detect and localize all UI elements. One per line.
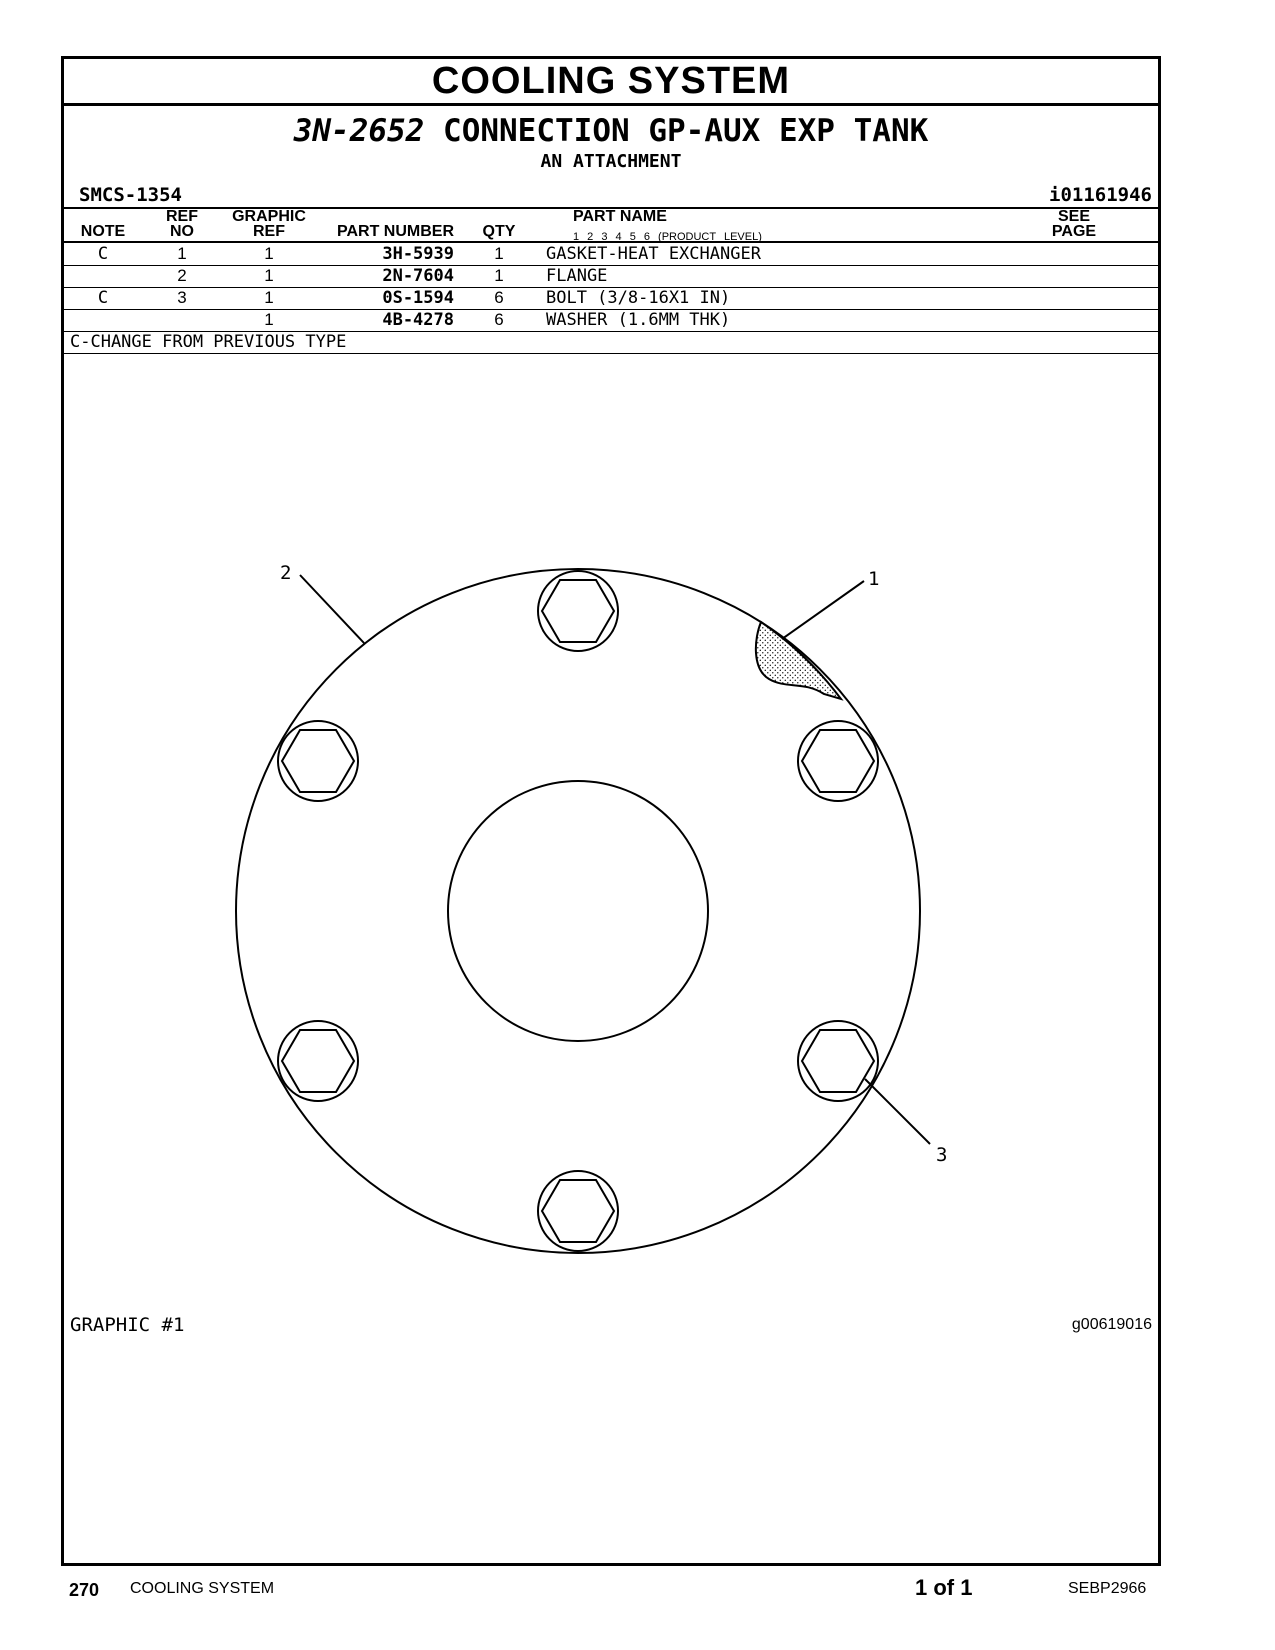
- row1-ref-no: 1: [177, 244, 187, 263]
- row4-part-name: WASHER (1.6MM THK): [546, 310, 731, 330]
- col-header-qty: QTY: [482, 223, 516, 240]
- col-header-graphic-ref-line1: GRAPHIC: [232, 208, 306, 225]
- col-header-note: NOTE: [80, 223, 126, 240]
- row3-qty: 6: [494, 288, 504, 307]
- row2-part-number: 2N-7604: [382, 266, 454, 286]
- row2-ref-no: 2: [177, 266, 187, 285]
- smcs-code: SMCS-1354: [79, 184, 182, 206]
- bolt-head: [798, 1021, 878, 1101]
- bolt-head: [278, 1021, 358, 1101]
- col-header-see-page-line2: PAGE: [1051, 223, 1097, 240]
- group-description: CONNECTION GP-AUX EXP TANK: [443, 113, 929, 149]
- page-number: 270: [69, 1580, 100, 1600]
- row4-graphic-ref: 1: [264, 310, 274, 329]
- col-header-ref-no-line2: NO: [170, 223, 194, 240]
- flange-parts-illustration: [64, 59, 1158, 1563]
- gasket-visible-edge: [756, 622, 841, 699]
- callout-2: 2: [280, 562, 292, 584]
- row1-part-name: GASKET-HEAT EXCHANGER: [546, 244, 761, 264]
- row3-note: C: [97, 288, 109, 308]
- bolt-head: [538, 1171, 618, 1251]
- table-footnote: C-CHANGE FROM PREVIOUS TYPE: [70, 332, 347, 352]
- leader-line-1: [782, 581, 864, 639]
- group-part-number: 3N-2652: [293, 113, 425, 149]
- page-of-count: 1 of 1: [915, 1575, 973, 1600]
- section-title: COOLING SYSTEM: [64, 59, 1158, 106]
- row4-qty: 6: [494, 310, 504, 329]
- bolt-head: [538, 571, 618, 651]
- row1-note: C: [97, 244, 109, 264]
- document-id: SEBP2966: [1068, 1580, 1147, 1597]
- callout-3: 3: [936, 1144, 948, 1166]
- bolt-head: [278, 721, 358, 801]
- graphic-label: GRAPHIC #1: [70, 1314, 185, 1336]
- row3-part-number: 0S-1594: [382, 288, 454, 308]
- row3-ref-no: 3: [177, 288, 187, 307]
- col-header-ref-no-line1: REF: [166, 208, 198, 225]
- col-header-graphic-ref-line2: REF: [253, 223, 285, 240]
- graphic-id: g00619016: [1071, 1316, 1152, 1333]
- callout-1: 1: [868, 568, 880, 590]
- row3-graphic-ref: 1: [264, 288, 274, 307]
- leader-line-2: [300, 575, 364, 643]
- col-header-part-number: PART NUMBER: [336, 223, 454, 240]
- row2-qty: 1: [494, 266, 504, 285]
- row2-graphic-ref: 1: [264, 266, 274, 285]
- product-level-scale: 1 2 3 4 5 6 (PRODUCT LEVEL): [573, 231, 762, 243]
- row1-qty: 1: [494, 244, 504, 263]
- footer-section: COOLING SYSTEM: [130, 1580, 275, 1597]
- bolt-head: [798, 721, 878, 801]
- row2-part-name: FLANGE: [546, 266, 608, 286]
- page-frame: [61, 56, 1161, 1566]
- row4-part-number: 4B-4278: [382, 310, 454, 330]
- flange-center-bore: [448, 781, 708, 1041]
- row1-graphic-ref: 1: [264, 244, 274, 263]
- col-header-part-name: PART NAME: [573, 208, 667, 225]
- info-reference: i01161946: [1049, 184, 1152, 206]
- leader-line-3: [865, 1079, 930, 1144]
- col-header-see-page-line1: SEE: [1057, 208, 1090, 225]
- heading-subtitle: AN ATTACHMENT: [540, 151, 682, 172]
- row1-part-number: 3H-5939: [382, 244, 454, 264]
- row3-part-name: BOLT (3/8-16X1 IN): [546, 288, 731, 308]
